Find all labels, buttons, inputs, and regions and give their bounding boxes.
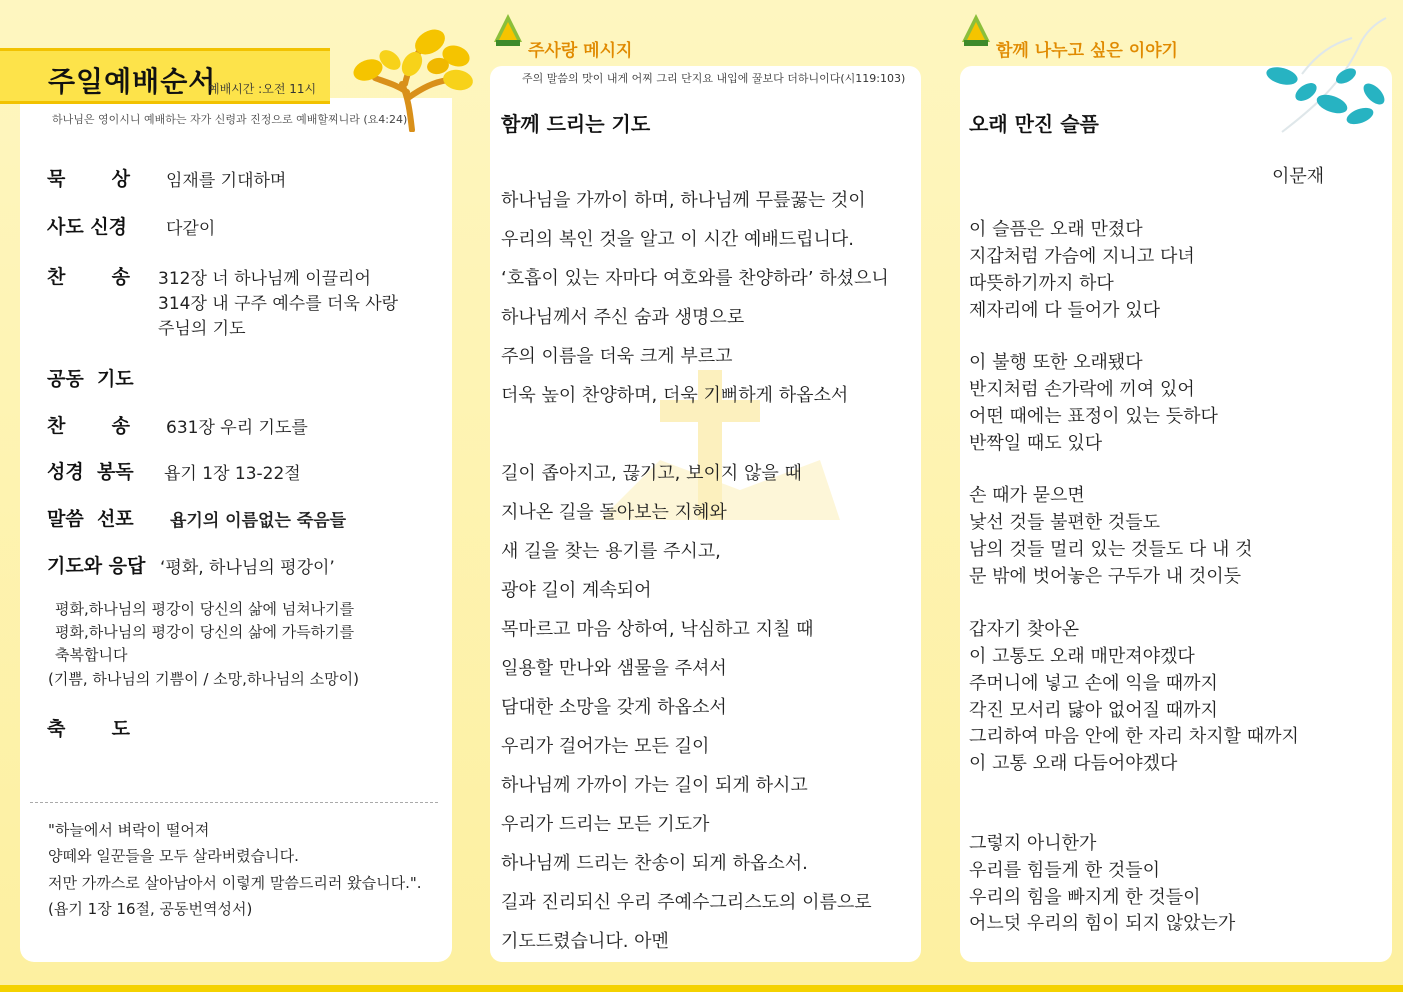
poem-line-25: 우리를 힘들게 한 것들이 [969,860,1161,881]
order-label-hymn-1: 찬 송 [47,266,131,288]
poem-line-20: 그리하여 마음 안에 한 자리 차지할 때까지 [969,726,1299,747]
prayer-line-12: 목마르고 마음 상하여, 낙심하고 지칠 때 [501,619,814,640]
order-label-common-prayer: 공동 기도 [47,368,134,390]
poem-line-14: 문 밖에 벗어놓은 구두가 내 것이듯 [969,566,1242,587]
order-value-creed: 다같이 [166,219,216,239]
order-value-hymn-3: 631장 우리 기도를 [166,418,308,438]
quote-line-2: 양떼와 일꾼들을 모두 살라버렸습니다. [48,847,299,865]
poem-line-16: 갑자기 찾아온 [969,619,1080,640]
divider [30,802,438,803]
order-label-response: 기도와 응답 [47,555,146,577]
poem-line-4: 제자리에 다 들어가 있다 [969,300,1161,321]
poem-title: 오래 만진 슬픔 [969,112,1099,136]
prayer-line-19: 길과 진리되신 우리 주예수그리스도의 이름으로 [501,892,872,913]
prayer-line-20: 기도드렸습니다. 아멘 [501,931,669,952]
section-tree-icon-2 [960,12,992,48]
order-value-hymn-1: 312장 너 하나님께 이끌리어 [158,269,371,289]
quote-line-4: (욥기 1장 16절, 공동번역성서) [48,900,253,918]
poem-line-18: 주머니에 넣고 손에 익을 때까지 [969,673,1218,694]
prayer-line-17: 우리가 드리는 모든 기도가 [501,814,710,835]
quote-line-1: "하늘에서 벼락이 떨어져 [48,821,210,839]
order-label-reading: 성경 봉독 [47,461,134,483]
worship-time: 예배시간 :오전 11시 [208,82,317,96]
poem-line-7: 반지처럼 손가락에 끼여 있어 [969,379,1195,400]
poem-line-13: 남의 것들 멀리 있는 것들도 다 내 것 [969,539,1253,560]
order-value-hymn-2: 314장 내 구주 예수를 더욱 사랑 [158,294,399,314]
prayer-line-18: 하나님께 드리는 찬송이 되게 하옵소서. [501,853,808,874]
poem-line-9: 반짝일 때도 있다 [969,433,1103,454]
poem-line-6: 이 불행 또한 오래됐다 [969,352,1143,373]
prayer-title: 함께 드리는 기도 [501,112,651,136]
worship-order-title: 주일예배순서 [48,65,217,98]
prayer-line-8: 길이 좁아지고, 끊기고, 보이지 않을 때 [501,463,802,484]
poem-line-12: 낯선 것들 불편한 것들도 [969,512,1161,533]
order-value-reading: 욥기 1장 13-22절 [164,464,301,484]
poem-line-26: 우리의 힘을 빠지게 한 것들이 [969,887,1201,908]
prayer-line-10: 새 길을 찾는 용기를 주시고, [501,541,721,562]
prayer-line-13: 일용할 만나와 샘물을 주셔서 [501,658,727,679]
poem-author: 이문재 [1272,166,1325,187]
prayer-line-6: 더욱 높이 찬양하며, 더욱 기뻐하게 하옵소서 [501,385,849,406]
story-section-label: 함께 나누고 싶은 이야기 [996,41,1178,61]
blessing-line-4: (기쁨, 하나님의 기쁨이 / 소망,하나님의 소망이) [48,670,359,688]
message-verse: 주의 말씀의 맛이 내게 어찌 그리 단지요 내입에 꿀보다 더하니이다(시119:103) [522,72,906,85]
prayer-line-3: ‘호흡이 있는 자마다 여호와를 찬양하라’ 하셨으니 [501,268,889,289]
poem-line-2: 지갑처럼 가슴에 지니고 다녀 [969,246,1195,267]
order-value-response: ‘평화, 하나님의 평강이’ [160,558,335,578]
blessing-line-3: 축복합니다 [55,646,128,664]
order-label-sermon: 말씀 선포 [47,508,134,530]
prayer-line-11: 광야 길이 계속되어 [501,580,652,601]
prayer-line-1: 하나님을 가까이 하며, 하나님께 무릎꿇는 것이 [501,190,866,211]
prayer-line-5: 주의 이름을 더욱 크게 부르고 [501,346,733,367]
blessing-line-1: 평화,하나님의 평강이 당신의 삶에 넘쳐나기를 [55,600,355,618]
order-label-hymn-3: 찬 송 [47,415,131,437]
prayer-line-2: 우리의 복인 것을 알고 이 시간 예배드립니다. [501,229,855,250]
order-label-silence: 묵 상 [47,168,131,190]
poem-line-3: 따뜻하기까지 하다 [969,273,1114,294]
prayer-line-9: 지나온 길을 돌아보는 지혜와 [501,502,727,523]
worship-verse: 하나님은 영이시니 예배하는 자가 신령과 진정으로 예배할찌니라 (요4:24) [52,113,408,126]
prayer-line-14: 담대한 소망을 갖게 하옵소서 [501,697,727,718]
blessing-line-2: 평화,하나님의 평강이 당신의 삶에 가득하기를 [55,623,355,641]
poem-line-8: 어떤 때에는 표정이 있는 듯하다 [969,406,1218,427]
poem-line-19: 각진 모서리 닳아 없어질 때까지 [969,700,1218,721]
teal-leaves-icon [1262,14,1396,134]
poem-line-27: 어느덧 우리의 힘이 되지 않았는가 [969,913,1236,934]
message-section-label: 주사랑 메시지 [528,41,633,61]
quote-line-3: 저만 가까스로 살아남아서 이렇게 말씀드리러 왔습니다.". [48,874,422,892]
poem-line-21: 이 고통 오래 다듬어야겠다 [969,753,1178,774]
bottom-strip [0,985,1403,992]
prayer-line-15: 우리가 걸어가는 모든 길이 [501,736,710,757]
order-value-lords-prayer: 주님의 기도 [158,319,246,339]
prayer-line-16: 하나님께 가까이 가는 길이 되게 하시고 [501,775,808,796]
section-tree-icon [492,12,524,48]
prayer-line-4: 하나님께서 주신 숨과 생명으로 [501,307,745,328]
order-label-benediction: 축 도 [47,718,131,740]
tree-leaf-icon [350,22,480,132]
order-value-sermon: 욥기의 이름없는 죽음들 [170,511,347,531]
order-label-creed: 사도 신경 [47,216,128,238]
poem-line-24: 그렇지 아니한가 [969,833,1097,854]
poem-line-17: 이 고통도 오래 매만져야겠다 [969,646,1195,667]
poem-line-11: 손 때가 묻으면 [969,485,1085,506]
order-value-silence: 임재를 기대하며 [166,171,287,191]
poem-line-1: 이 슬픔은 오래 만졌다 [969,219,1143,240]
